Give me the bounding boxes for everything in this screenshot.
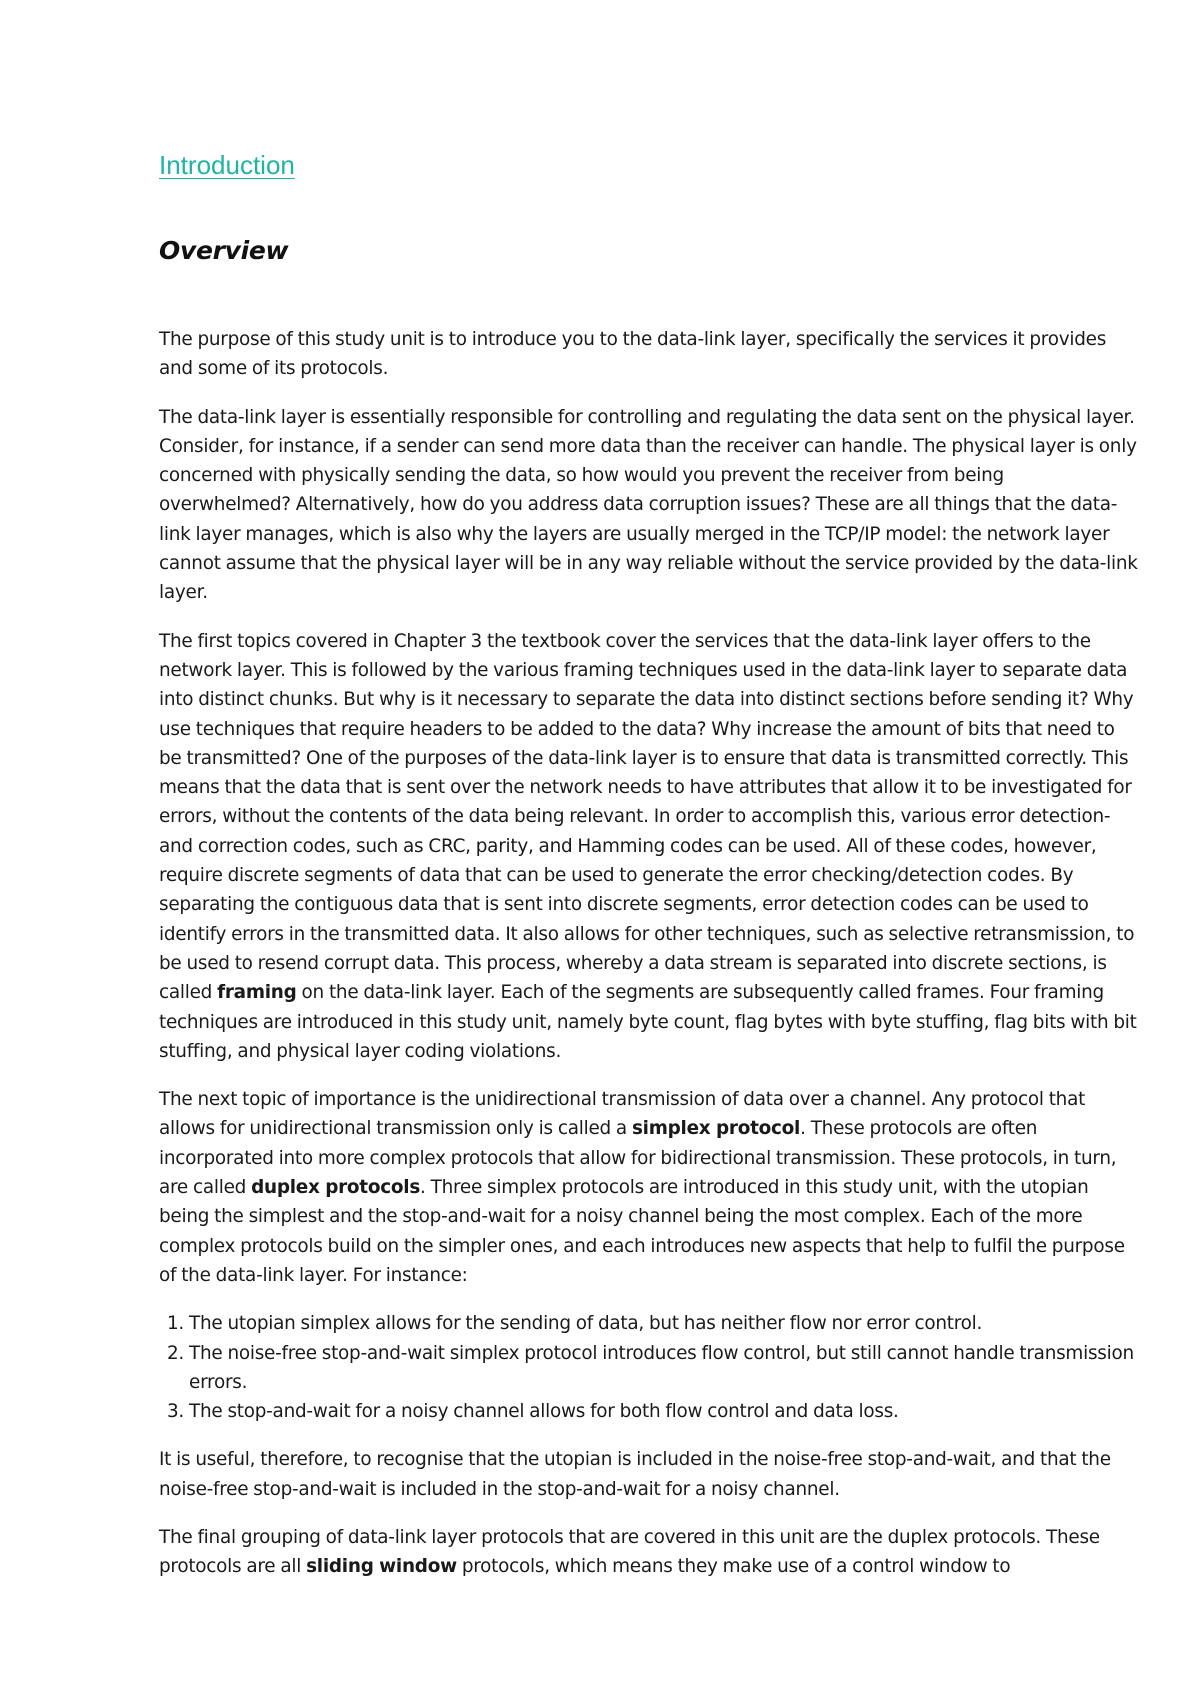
paragraph-data-link-role: The data-link layer is essentially responsible for controlling and regulating the data sent on the physical layer. Consider, for instance, if a sender can send more data than the receiver can handle. The physical layer is only concerned with physically sending the data, so how would you prevent the receiver from being overwhelmed? Alternatively, how do you address data corruption issues? These are all things that the data-link layer manages, which is also why the layers are usually merged in the TCP/IP model: the network layer cannot assume that the physical layer will be in any way reliable without the service provided by the data-link layer. [159, 406, 1138, 604]
paragraph-framing [159, 627, 1139, 1066]
paragraph-framing-text-a: The first topics covered in Chapter 3 the textbook cover the services that the data-link layer offers to the network layer. This is followed by the various framing techniques used in the data-link layer to separate data into distinct chunks. But why is it necessary to separate the data into distinct sections before sending it? Why use techniques that require headers to be added to the data? Why increase the amount of bits that need to be transmitted? One of the purposes of the data-link layer is to ensure that data is transmitted correctly. This means that the data that is sent over the network needs to have attributes that allow it to be investigated for errors, without the contents of the data being relevant. In order to accomplish this, various error detection- and correction codes, such as CRC, parity, and Hamming codes can be used. All of these codes, however, require discrete segments of data that can be used to generate the error checking/detection codes. By separating the contiguous data that is sent into discrete segments, error detection codes can be used to identify errors in the transmitted data. It also allows for other techniques, such as selective retransmission, to be used to resend corrupt data. This process, whereby a data stream is separated into discrete sections, is called [159, 630, 1135, 1004]
introduction-link[interactable]: Introduction [159, 150, 295, 180]
document-body [159, 325, 1139, 1582]
list-item: 3. The stop-and-wait for a noisy channel allows for both flow control and data loss. [189, 1397, 1139, 1426]
paragraph-duplex [159, 1523, 1139, 1582]
paragraph-duplex-text-b: protocols, which means they make use of a control window to [456, 1556, 1011, 1578]
paragraph-framing-text-b: on the data-link layer. Each of the segments are subsequently called frames. Four framing techniques are introduced in this study unit, namely byte count, flag bytes with byte stuffing, flag bits with bit stuffing, and physical layer coding violations. [159, 982, 1137, 1062]
paragraph-purpose: The purpose of this study unit is to introduce you to the data-link layer, specifically the services it provides and some of its protocols. [159, 329, 1107, 380]
document-page [159, 150, 1139, 1601]
paragraph-simplex [159, 1085, 1139, 1290]
paragraph-simplex-text-b: . These protocols are often incorporated into more complex protocols that allow for bidirectional transmission. These protocols, in turn, are called [159, 1118, 1117, 1199]
term-sliding-window: sliding window [306, 1556, 457, 1578]
term-duplex-protocols: duplex protocols [251, 1177, 421, 1199]
page-title: Overview [159, 236, 289, 265]
protocol-list [159, 1309, 1139, 1426]
paragraph-simplex-text-a: The next topic of importance is the unidirectional transmission of data over a channel. Any protocol that allows for unidirectional transmission only is called a [159, 1089, 1086, 1140]
term-simplex-protocol: simplex protocol [631, 1118, 801, 1140]
paragraph-simplex-text-c: . Three simplex protocols are introduced in this study unit, with the utopian being the simplest and the stop-and-wait for a noisy channel being the most complex. Each of the more complex protocols build on the simpler ones, and each introduces new aspects that help to fulfil the purpose of the data-link layer. For instance: [159, 1177, 1125, 1286]
list-item: 2. The noise-free stop-and-wait simplex protocol introduces flow control, but still cannot handle transmission errors. [189, 1339, 1139, 1398]
list-item: 1. The utopian simplex allows for the sending of data, but has neither flow nor error control. [189, 1309, 1139, 1338]
paragraph-inclusion: It is useful, therefore, to recognise that the utopian is included in the noise-free stop-and-wait, and that the noise-free stop-and-wait is included in the stop-and-wait for a noisy channel. [159, 1449, 1111, 1500]
term-framing: framing [217, 982, 297, 1004]
paragraph-duplex-text-a: The final grouping of data-link layer protocols that are covered in this unit are the duplex protocols. These protocols are all [159, 1526, 1100, 1578]
